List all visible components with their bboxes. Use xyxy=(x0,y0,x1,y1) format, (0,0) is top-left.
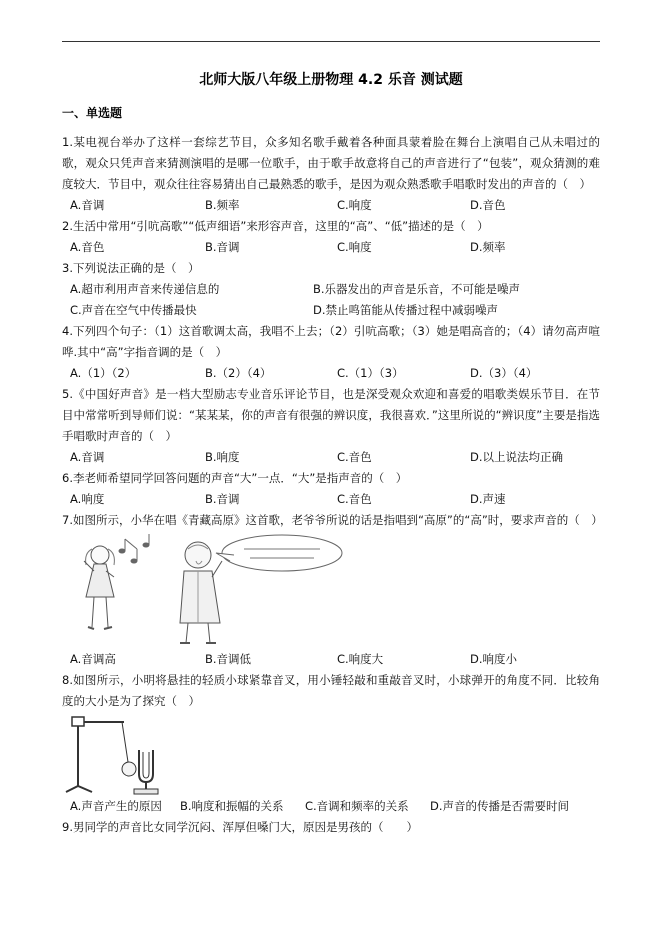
speech-bubble xyxy=(216,535,342,571)
option-list xyxy=(62,796,600,817)
question-4 xyxy=(62,321,600,384)
option-c: C.音调和频率的关系 xyxy=(305,799,409,813)
option-c: C.音色 xyxy=(337,450,372,464)
question-9 xyxy=(62,817,600,838)
tuning-fork xyxy=(134,750,158,794)
option-b: B.音调 xyxy=(205,240,240,254)
option-c: C.响度 xyxy=(337,198,372,212)
option-d: D.频率 xyxy=(470,240,506,254)
option-list xyxy=(62,489,600,510)
question-stem: 3.下列说法正确的是（ ） xyxy=(62,261,200,275)
option-d: D.声音的传播是否需要时间 xyxy=(430,799,570,813)
option-a: A.音色 xyxy=(70,240,105,254)
tuning-fork-apparatus xyxy=(62,712,172,796)
option-d: D.（3）（4） xyxy=(470,366,538,380)
option-c: C.音色 xyxy=(337,492,372,506)
option-list xyxy=(62,195,600,216)
option-d: D.禁止鸣笛能从传播过程中减弱噪声 xyxy=(313,303,499,317)
question-8 xyxy=(62,670,600,817)
question-2 xyxy=(62,216,600,258)
suspended-ball xyxy=(122,722,136,776)
option-list xyxy=(62,649,600,670)
question-3 xyxy=(62,258,600,321)
iron-stand xyxy=(66,717,124,792)
question-5 xyxy=(62,384,600,468)
question-stem: 2.生活中常用“引吭高歌”“低声细语”来形容声音，这里的“高”、“低”描述的是（ ） xyxy=(62,219,489,233)
option-a: A.音调 xyxy=(70,198,105,212)
option-d: D.声速 xyxy=(470,492,506,506)
option-list xyxy=(62,363,600,384)
option-b: B.响度和振幅的关系 xyxy=(180,799,284,813)
option-a: A.音调 xyxy=(70,450,105,464)
option-a: A.超市利用声音来传递信息的 xyxy=(70,282,220,296)
question-stem: 9.男同学的声音比女同学沉闷、浑厚但嗓门大，原因是男孩的（ ） xyxy=(62,820,418,834)
option-c: C.声音在空气中传播最快 xyxy=(70,303,197,317)
option-list xyxy=(62,447,600,468)
question-7 xyxy=(62,510,603,670)
option-b: B.乐器发出的声音是乐音，不可能是噪声 xyxy=(313,282,521,296)
header-rule xyxy=(62,41,600,42)
old-man-figure xyxy=(180,542,222,643)
question-6 xyxy=(62,468,600,510)
question-stem: 1.某电视台举办了这样一套综艺节目，众多知名歌手戴着各种面具蒙着脸在舞台上演唱自己从未唱过的歌，观众只凭声音来猜测演唱的是哪一位歌手，由于歌手故意将自己的声音进行了“包装”，观众猜测的难度较大．节目中，观众往往容易猜出自己最熟悉的歌手，是因为观众熟悉歌手唱歌时发出的声音的（ ） xyxy=(62,135,600,191)
option-a: A.音调高 xyxy=(70,652,116,666)
singing-girl-figure xyxy=(84,546,114,629)
option-b: B.响度 xyxy=(205,450,240,464)
exam-content xyxy=(62,103,603,838)
option-list xyxy=(62,279,600,321)
option-c: C.响度 xyxy=(337,240,372,254)
music-notes xyxy=(119,534,149,563)
option-a: A.（1）（2） xyxy=(70,366,137,380)
option-list xyxy=(62,237,600,258)
option-b: B.音调 xyxy=(205,492,240,506)
option-b: B.频率 xyxy=(205,198,240,212)
question-stem: 7.如图所示，小华在唱《青藏高原》这首歌，老爷爷所说的话是指唱到“高原”的“高”时，要求声音的（ ） xyxy=(62,513,603,527)
option-d: D.音色 xyxy=(470,198,506,212)
singing-illustration xyxy=(70,531,360,649)
question-stem: 8.如图所示，小明将悬挂的轻质小球紧靠音叉，用小锤轻敲和重敲音叉时，小球弹开的角度不同．比较角度的大小是为了探究（ ） xyxy=(62,673,600,708)
question-stem: 4.下列四个句子：（1）这首歌调太高，我唱不上去；（2）引吭高歌；（3）她是唱高音的；（4）请勿高声喧哗.其中“高”字指音调的是（ ） xyxy=(62,324,600,359)
option-c: C.响度大 xyxy=(337,652,384,666)
question-stem: 6.李老师希望同学回答问题的声音“大”一点．“大”是指声音的（ ） xyxy=(62,471,408,485)
option-d: D.响度小 xyxy=(470,652,518,666)
question-1 xyxy=(62,132,600,216)
question-stem: 5.《中国好声音》是一档大型励志专业音乐评论节目，也是深受观众欢迎和喜爱的唱歌类娱乐节目．在节目中常常听到导师们说：“某某某，你的声音有很强的辨识度，我很喜欢．”这里所说的“辨识度”主要是指选手唱歌时声音的（ ） xyxy=(62,387,600,443)
option-b: B.（2）（4） xyxy=(205,366,272,380)
section-heading: 一、单选题 xyxy=(62,106,123,120)
option-a: A.声音产生的原因 xyxy=(70,799,162,813)
option-b: B.音调低 xyxy=(205,652,252,666)
option-d: D.以上说法均正确 xyxy=(470,450,564,464)
option-a: A.响度 xyxy=(70,492,105,506)
page-title: 北师大版八年级上册物理 4.2 乐音 测试题 xyxy=(199,72,463,88)
option-c: C.（1）（3） xyxy=(337,366,404,380)
